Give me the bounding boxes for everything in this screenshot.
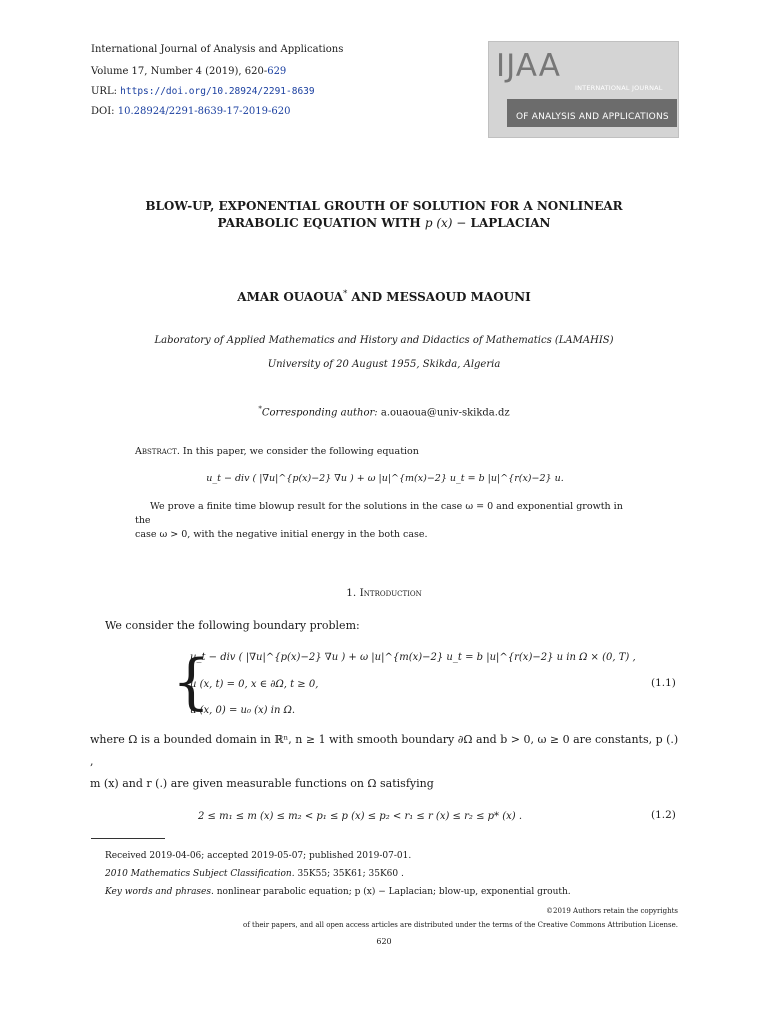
url-line (91, 86, 315, 98)
msc-label: 2010 Mathematics Subject Classification. (105, 869, 295, 879)
logo-band-text: OF ANALYSIS AND APPLICATIONS (516, 112, 669, 122)
footnote-received: Received 2019-04-06; accepted 2019-05-07; published 2019-07-01. (105, 851, 412, 861)
title-line-2-text: PARABOLIC EQUATION WITH (217, 216, 425, 230)
volume-line (91, 66, 286, 78)
eq1-number: (1.1) (651, 677, 676, 689)
abstract-body (135, 500, 635, 542)
intro-lead: We consider the following boundary problem: (105, 619, 360, 632)
doi-label: DOI: (91, 106, 118, 117)
intro-paragraph (90, 729, 680, 795)
logo-ijaa-text: IJAA (496, 48, 562, 84)
author-star: * (343, 288, 348, 298)
affiliation-line-2: University of 20 August 1955, Skikda, Algeria (267, 359, 501, 370)
authors (90, 288, 678, 304)
author-1: AMAR OUAOUA (237, 290, 344, 304)
volume-text: Volume 17, Number 4 (2019), 620- (91, 66, 268, 77)
title-line-2-end: LAPLACIAN (466, 216, 551, 230)
section-number: 1. (346, 587, 357, 599)
equation-brace: { (172, 647, 211, 717)
doi-line (91, 106, 290, 118)
last-page-link[interactable]: 629 (267, 66, 287, 77)
abstract-intro (135, 445, 635, 459)
footnote-rule (91, 838, 165, 839)
corresponding-author (90, 405, 678, 418)
footnote-msc (105, 869, 404, 879)
logo-small-text: INTERNATIONAL JOURNAL (575, 84, 663, 92)
url-link[interactable]: https://doi.org/10.28924/2291-8639 (120, 86, 315, 97)
corr-star: * (258, 405, 262, 413)
page-number: 620 (376, 937, 392, 946)
doi-link[interactable]: 10.28924/2291-8639-17-2019-620 (117, 106, 291, 117)
abstract-body-line-1: We prove a finite time blowup result for the solutions in the case ω = 0 and exponential growth in the (135, 501, 623, 526)
intro-paragraph-line-1: where Ω is a bounded domain in ℝⁿ, n ≥ 1 with smooth boundary ∂Ω and b > 0, ω ≥ 0 are constants, p (.) , (90, 733, 679, 768)
abstract-label: Abstract. (135, 446, 180, 457)
title-line-1: BLOW-UP, EXPONENTIAL GROUTH OF SOLUTION FOR A NONLINEAR (145, 199, 623, 213)
eq1-line-1: u_t − div ( |∇u|^{p(x)−2} ∇u ) + ω |u|^{m(x)−2} u_t = b |u|^{r(x)−2} u in Ω × (0, T) , (190, 652, 636, 663)
eq2-number: (1.2) (651, 809, 676, 821)
paper-title (90, 198, 678, 232)
corr-email[interactable]: a.ouaoua@univ-skikda.dz (380, 407, 510, 419)
abstract-intro-text: In this paper, we consider the following equation (179, 446, 419, 457)
url-label: URL: (91, 86, 121, 97)
footnote-keywords (105, 887, 571, 897)
author-2: AND MESSAOUD MAOUNI (347, 290, 531, 304)
abstract-body-line-2: case ω > 0, with the negative initial energy in the both case. (135, 529, 428, 540)
section-title: Introduction (359, 587, 422, 599)
corr-label: Corresponding author: (261, 407, 381, 419)
intro-paragraph-line-2: m (x) and r (.) are given measurable functions on Ω satisfying (90, 777, 434, 790)
journal-logo (488, 41, 679, 138)
title-math: p (x) − (424, 216, 467, 230)
title-line-2 (90, 215, 678, 232)
abstract-equation: u_t − div ( |∇u|^{p(x)−2} ∇u ) + ω |u|^{m(x)−2} u_t = b |u|^{r(x)−2} u. (206, 473, 564, 484)
msc-values: 35K55; 35K61; 35K60 . (294, 869, 404, 879)
section-heading (90, 587, 678, 599)
journal-name: International Journal of Analysis and Applications (91, 44, 344, 55)
eq1-line-2: u (x, t) = 0, x ∈ ∂Ω, t ≥ 0, (190, 679, 319, 690)
copyright-line-1: ©2019 Authors retain the copyrights (546, 907, 678, 915)
keywords-values: nonlinear parabolic equation; p (x) − Laplacian; blow-up, exponential grouth. (213, 887, 571, 897)
affiliation-line-1: Laboratory of Applied Mathematics and History and Didactics of Mathematics (LAMAHIS) (154, 335, 614, 346)
affiliation (90, 334, 678, 372)
keywords-label: Key words and phrases. (105, 887, 214, 897)
eq1-line-3: u (x, 0) = u₀ (x) in Ω. (190, 705, 296, 716)
eq2: 2 ≤ m₁ ≤ m (x) ≤ m₂ < p₁ ≤ p (x) ≤ p₂ < r₁ ≤ r (x) ≤ r₂ ≤ p* (x) . (198, 811, 523, 822)
copyright-line-2: of their papers, and all open access articles are distributed under the terms of the Creative Commons Attribution License. (242, 921, 678, 929)
